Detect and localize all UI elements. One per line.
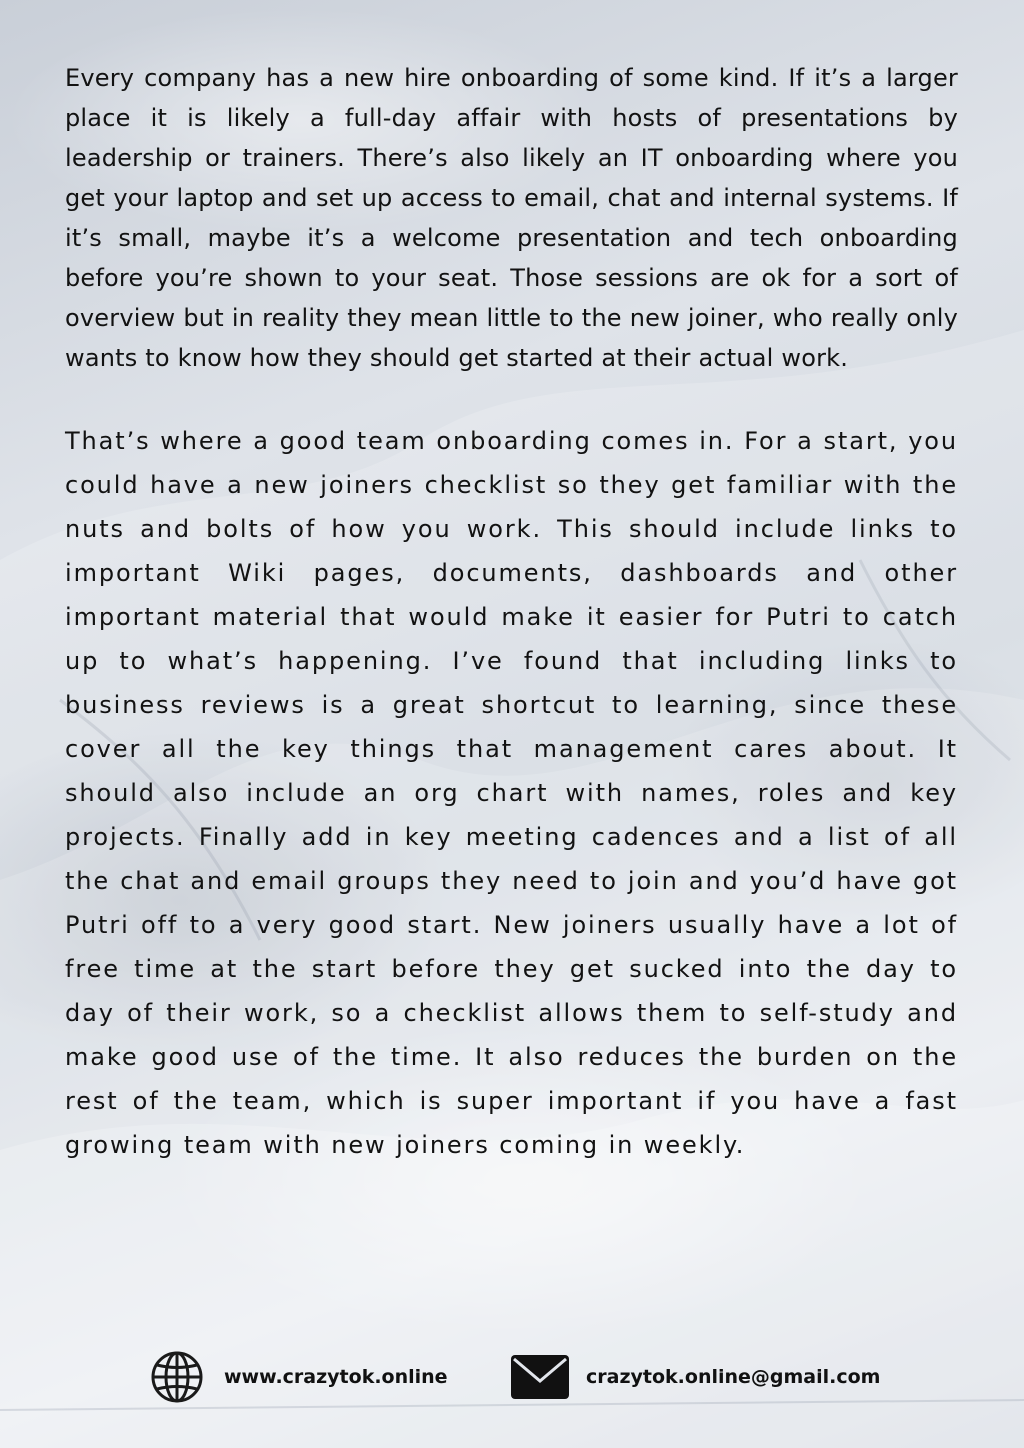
email-link[interactable] xyxy=(510,1350,880,1404)
globe-icon xyxy=(150,1350,204,1404)
email-address[interactable]: crazytok.online@gmail.com xyxy=(586,1366,881,1388)
website-url[interactable]: www.crazytok.online xyxy=(224,1366,448,1388)
article-body xyxy=(65,58,958,1167)
paragraph-team-onboarding: That’s where a good team onboarding comes in. For a start, you could have a new joiners checklist so they get familiar with the nuts and bolts of how you work. This should include links to important Wiki pages, documents, dashboards and other important material that would make it easier for Putri to catch up to what’s happening. I’ve found that including links to business reviews is a great shortcut to learning, since these cover all the key things that management cares about. It should also include an org chart with names, roles and key projects. Finally add in key meeting cadences and a list of all the chat and email groups they need to join and you’d have got Putri off to a very good start. New joiners usually have a lot of free time at the start before they get sucked into the day to day of their work, so a checklist allows them to self-study and make good use of the time. It also reduces the burden on the rest of the team, which is super important if you have a fast growing team with new joiners coming in weekly. xyxy=(65,427,958,1159)
envelope-icon xyxy=(510,1354,570,1400)
footer xyxy=(0,1350,1024,1404)
website-link[interactable] xyxy=(150,1350,448,1404)
paragraph-intro: Every company has a new hire onboarding of some kind. If it’s a larger place it is likely a full-day affair with hosts of presentations by leadership or trainers. There’s also likely an IT onboarding where you get your laptop and set up access to email, chat and internal systems. If it’s small, maybe it’s a welcome presentation and tech onboarding before you’re shown to your seat. Those sessions are ok for a sort of overview but in reality they mean little to the new joiner, who really only wants to know how they should get started at their actual work. xyxy=(65,64,958,372)
